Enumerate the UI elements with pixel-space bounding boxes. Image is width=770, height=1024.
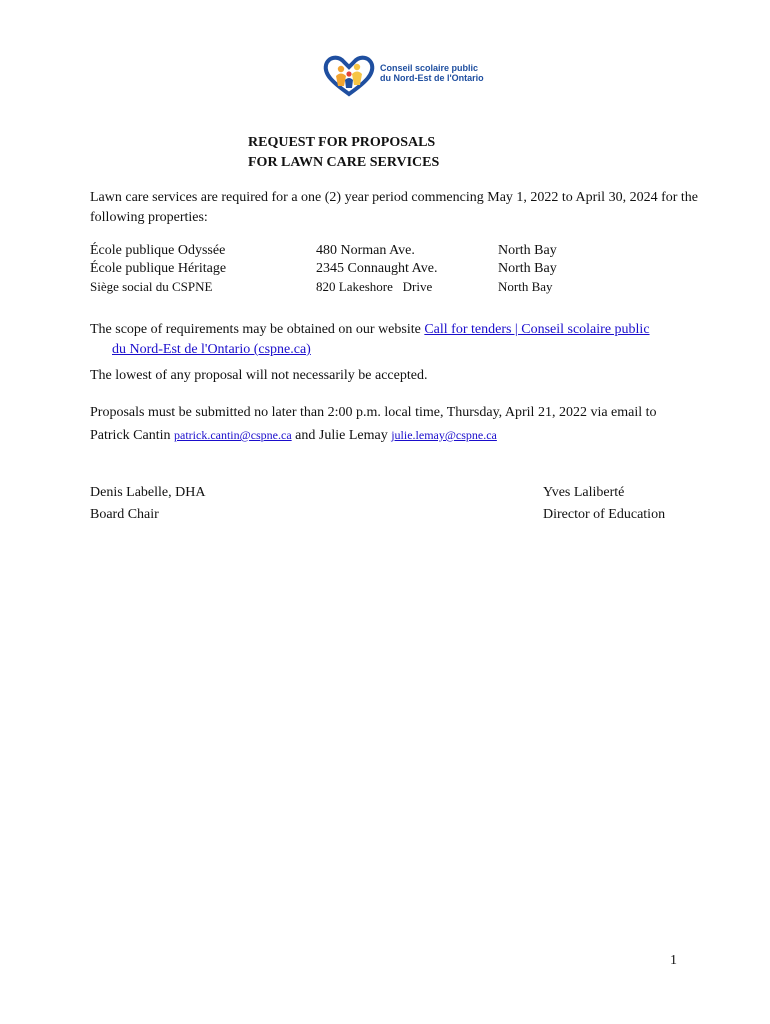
email-link-patrick[interactable]: patrick.cantin@cspne.ca (174, 428, 292, 442)
property-row (90, 243, 710, 261)
email-link-julie[interactable]: julie.lemay@cspne.ca (391, 428, 497, 442)
lowest-proposal-note: The lowest of any proposal will not necessarily be accepted. (90, 368, 428, 383)
property-address: 480 Norman Ave. (316, 243, 415, 258)
properties-list (90, 243, 710, 297)
signatory-name: Denis Labelle, DHA (90, 485, 206, 500)
signature-board-chair (90, 482, 205, 526)
signatory-name: Yves Laliberté (543, 485, 625, 500)
property-name: École publique Héritage (90, 261, 227, 276)
property-row (90, 279, 710, 297)
scope-text: The scope of requirements may be obtained on our website (90, 322, 425, 337)
property-city: North Bay (498, 261, 557, 276)
logo-line-1: Conseil scolaire public (380, 63, 479, 73)
property-address: 2345 Connaught Ave. (316, 261, 438, 276)
title-line-1: REQUEST FOR PROPOSALS (248, 135, 436, 150)
property-name: Siège social du CSPNE (90, 279, 213, 294)
tenders-link[interactable]: Call for tenders | Conseil scolaire public (424, 322, 650, 337)
signatory-title: Director of Education (543, 507, 666, 522)
heart-family-icon (322, 54, 378, 98)
property-city: North Bay (498, 279, 553, 294)
contact-joiner: and Julie Lemay (291, 428, 392, 443)
page-number: 1 (670, 953, 677, 968)
contact-name-patrick: Patrick Cantin (90, 428, 174, 443)
property-city: North Bay (498, 243, 557, 258)
property-name: École publique Odyssée (90, 243, 226, 258)
property-address: 820 Lakeshore Drive (316, 279, 433, 294)
cspne-logo (322, 54, 482, 100)
tenders-link-continued[interactable]: du Nord-Est de l'Ontario (cspne.ca) (112, 342, 311, 357)
logo-line-2: du Nord-Est de l'Ontario (380, 73, 484, 83)
intro-paragraph: Lawn care services are required for a one (2) year period commencing May 1, 2022 to April 30, 2024 for the following properties: (90, 190, 699, 225)
title-line-2: FOR LAWN CARE SERVICES (248, 155, 440, 170)
signature-director (543, 482, 665, 526)
submission-paragraph (90, 402, 720, 447)
logo-wordmark (380, 63, 484, 83)
scope-paragraph (90, 320, 710, 360)
document-title (248, 133, 548, 173)
signatory-title: Board Chair (90, 507, 159, 522)
property-row (90, 261, 710, 279)
submission-line: Proposals must be submitted no later than 2:00 p.m. local time, Thursday, April 21, 2022 via email to (90, 405, 657, 420)
